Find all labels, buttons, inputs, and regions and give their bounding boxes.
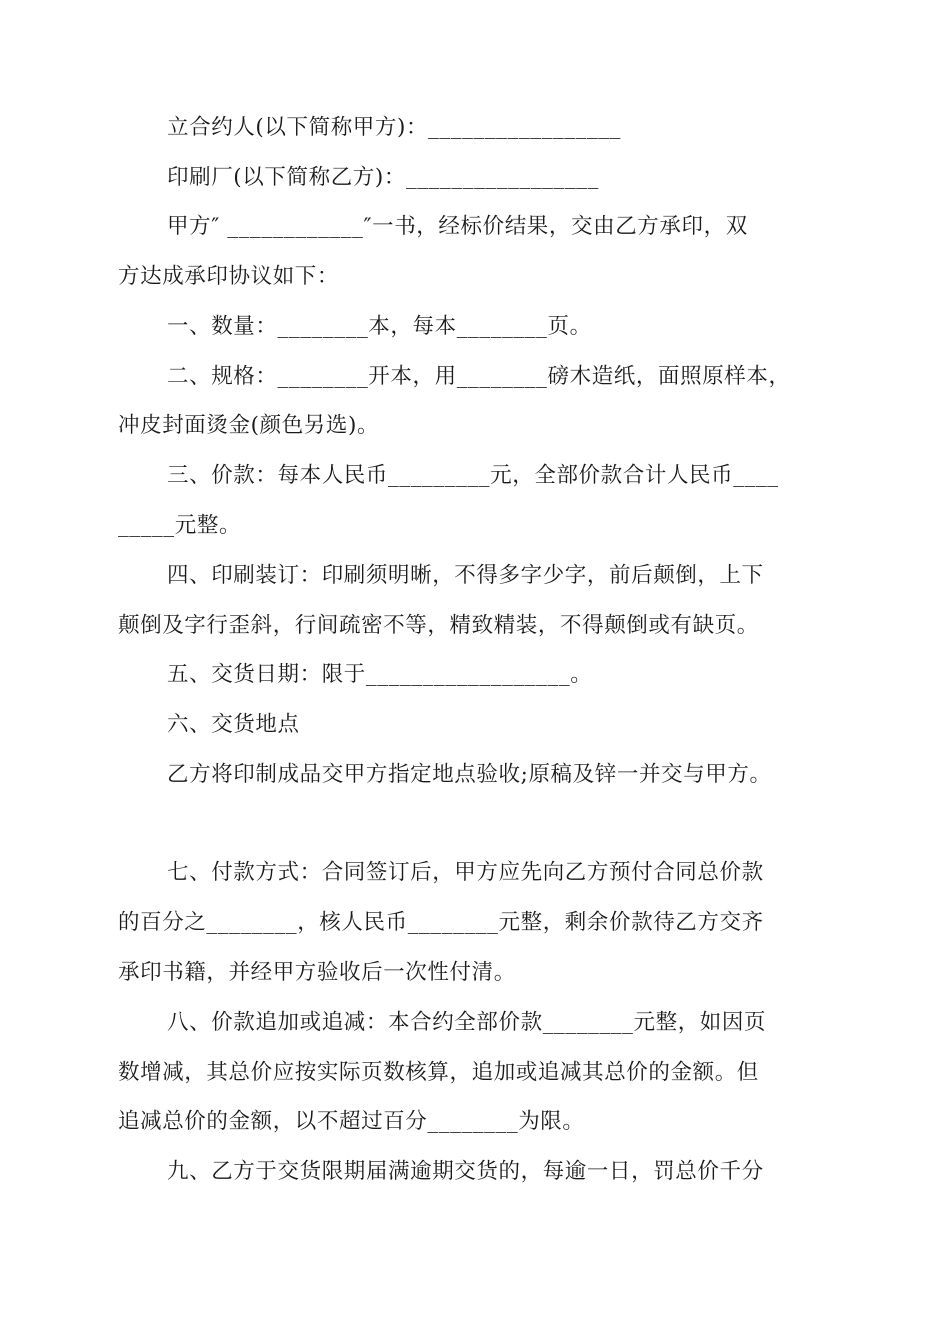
clause-3-price-line-1: 三、价款：每本人民币_________元，全部价款合计人民币____ [167, 463, 779, 488]
party-b-line: 印刷厂(以下简称乙方)：_________________ [167, 165, 599, 190]
clause-7-payment-line-2: 的百分之________，核人民币________元整，剩余价款待乙方交齐 [118, 910, 764, 935]
clause-2-spec-line-1: 二、规格：________开本，用________磅木造纸，面照原样本， [167, 364, 791, 389]
intro-line-1: 甲方″ ____________″一书，经标价结果，交由乙方承印，双 [167, 214, 748, 239]
clause-5-delivery-date: 五、交货日期：限于__________________。 [167, 662, 593, 687]
clause-3-price-line-2: _____元整。 [118, 513, 242, 538]
clause-6-delivery-place-detail: 乙方将印制成品交甲方指定地点验收;原稿及锌一并交与甲方。 [167, 762, 772, 787]
intro-line-2: 方达成承印协议如下： [118, 264, 340, 289]
clause-9-penalty-line-1: 九、乙方于交货限期届满逾期交货的，每逾一日，罚总价千分 [167, 1159, 764, 1184]
clause-8-adjust-line-2: 数增减，其总价应按实际页数核算，追加或追减其总价的金额。但 [118, 1060, 759, 1085]
clause-4-binding-line-2: 颠倒及字行歪斜，行间疏密不等，精致精装，不得颠倒或有缺页。 [118, 613, 759, 638]
clause-7-payment-line-1: 七、付款方式：合同签订后，甲方应先向乙方预付合同总价款 [167, 860, 764, 885]
clause-6-delivery-place: 六、交货地点 [167, 712, 300, 737]
clause-8-adjust-line-1: 八、价款追加或追减：本合约全部价款________元整，如因页 [167, 1010, 767, 1035]
clause-2-spec-line-2: 冲皮封面烫金(颜色另选)。 [118, 413, 380, 438]
clause-8-adjust-line-3: 追减总价的金额，以不超过百分________为限。 [118, 1109, 585, 1134]
clause-7-payment-line-3: 承印书籍，并经甲方验收后一次性付清。 [118, 960, 516, 985]
clause-4-binding-line-1: 四、印刷装订：印刷须明晰，不得多字少字，前后颠倒，上下 [167, 563, 764, 588]
party-a-line: 立合约人(以下简称甲方)：_________________ [167, 115, 622, 140]
clause-1-quantity: 一、数量：________本，每本________页。 [167, 314, 592, 339]
